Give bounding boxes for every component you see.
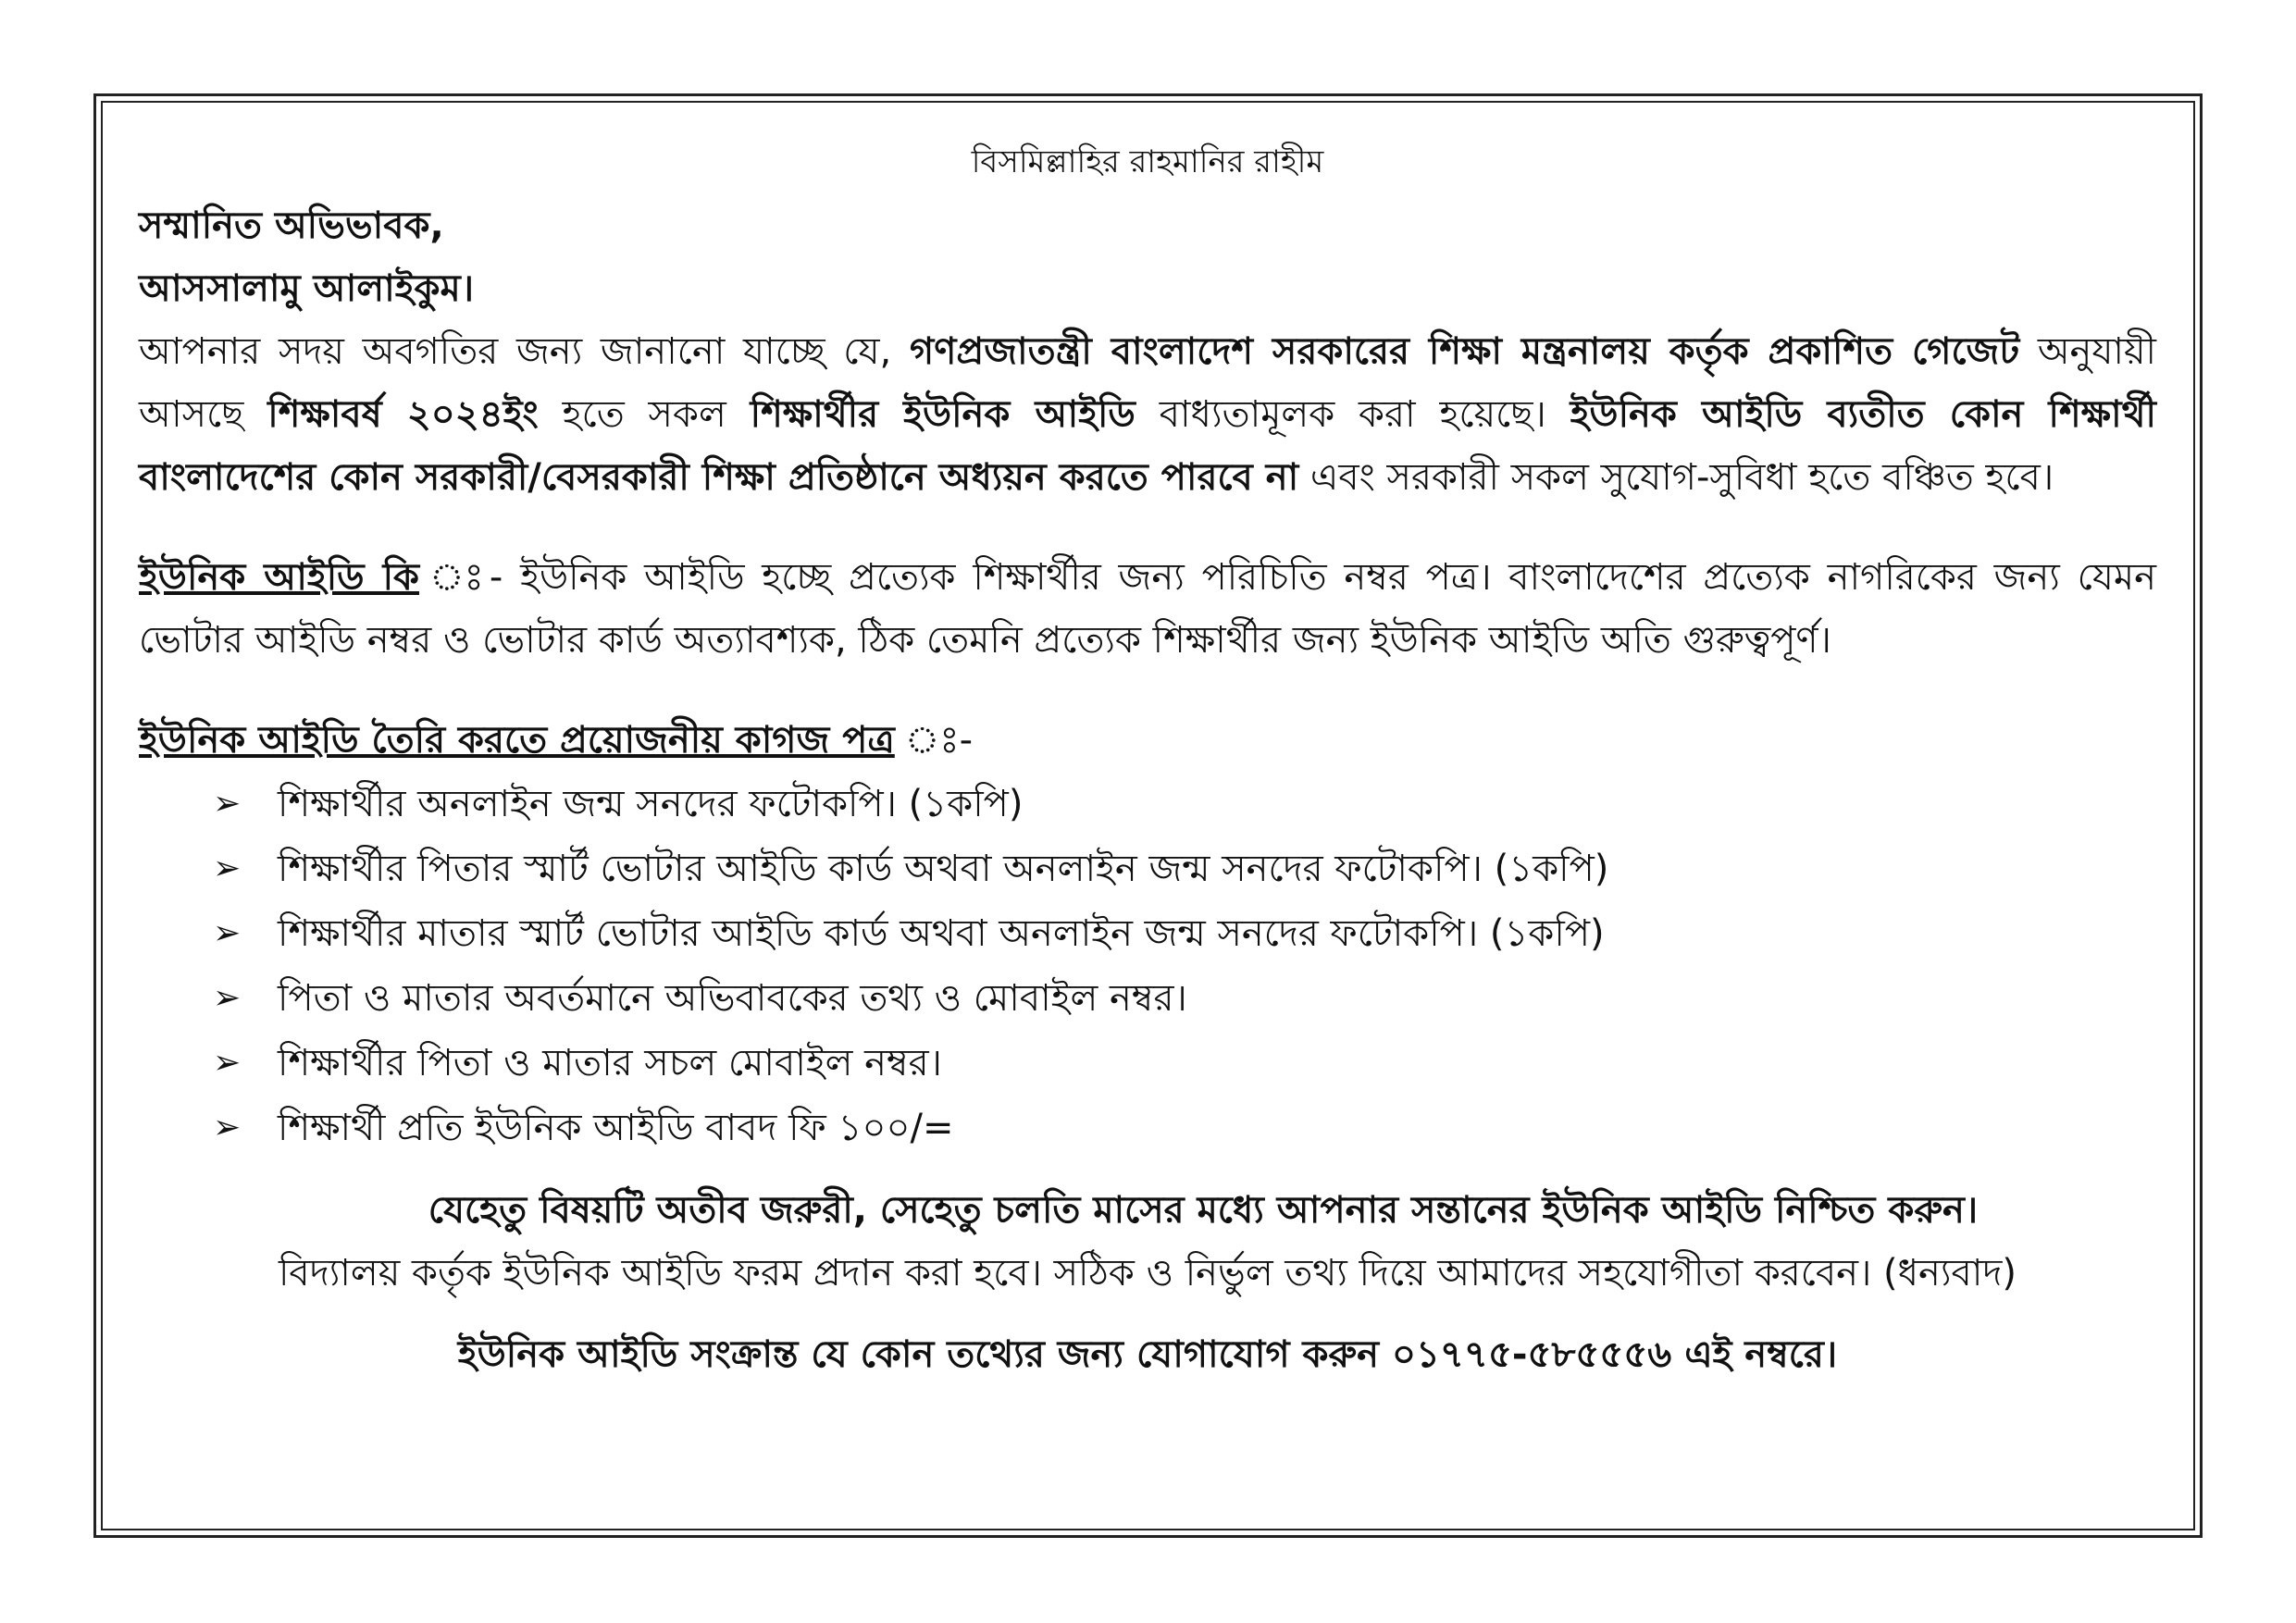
- intro-warning: ইউনিক আইডি ব্যতীত কোন শিক্ষার্থী বাংলাদেশের কোন সরকারী/বেসরকারী শিক্ষা প্রতিষ্ঠানে অধ্যয়ন করতে পারবে না: [139, 393, 2156, 499]
- requirements-heading: ইউনিক আইডি তৈরি করতে প্রয়োজনীয় কাগজ পত্র: [139, 719, 895, 762]
- arrow-bullet-icon: ➢: [213, 785, 242, 823]
- list-item: [213, 1096, 2156, 1160]
- list-item: [213, 1031, 2156, 1096]
- what-is-paragraph: [139, 546, 2156, 672]
- list-item: [213, 901, 2156, 966]
- spacer: [139, 672, 2156, 709]
- intro-text-5: এবং সরকারী সকল সুযোগ-সুবিধা হতে বঞ্চিত হবে।: [1298, 456, 2054, 499]
- arrow-bullet-icon: ➢: [213, 849, 242, 887]
- salutation: সম্মানিত অভিভাবক,: [139, 204, 444, 247]
- list-item: [213, 772, 2156, 836]
- intro-text-1: আপনার সদয় অবগতির জন্য জানানো যাচ্ছে যে,: [139, 330, 910, 373]
- list-item-text: শিক্ষার্থী প্রতি ইউনিক আইডি বাবদ ফি ১০০/=: [278, 1107, 954, 1149]
- urgent-notice: যেহেতু বিষয়টি অতীব জরুরী, সেহেতু চলতি মাসের মধ্যে আপনার সন্তানের ইউনিক আইডি নিশ্চিত করুন।: [428, 1189, 1979, 1232]
- spacer: [139, 1160, 2156, 1179]
- intro-gazette: গণপ্রজাতন্ত্রী বাংলাদেশ সরকারের শিক্ষা মন্ত্রনালয় কর্তৃক প্রকাশিত গেজেট: [909, 330, 2020, 373]
- list-item: [213, 836, 2156, 901]
- greeting: আসসালামু আলাইকুম।: [139, 267, 475, 310]
- list-item-text: শিক্ষার্থীর পিতা ও মাতার সচল মোবাইল নম্বর।: [278, 1042, 942, 1084]
- what-is-text: ইউনিক আইডি হচ্ছে প্রত্যেক শিক্ষার্থীর জন্য পরিচিতি নম্বর পত্র। বাংলাদেশের প্রত্যেক নাগরিকের জন্য যেমন ভোটার আইডি নম্বর ও ভোটার কার্ড অত্যাবশ্যক, ঠিক তেমনি প্রত্যেক শিক্ষার্থীর জন্য ইউনিক আইডি অতি গুরুত্বপূর্ণ।: [139, 556, 2156, 662]
- arrow-bullet-icon: ➢: [213, 1044, 242, 1082]
- spacer: [139, 1305, 2156, 1323]
- list-item-text: শিক্ষার্থীর মাতার স্মার্ট ভোটার আইডি কার্ড অথবা অনলাইন জন্ম সনদের ফটোকপি। (১কপি): [278, 912, 1605, 955]
- intro-text-4: বাধ্যতামূলক করা হয়েছে।: [1135, 393, 1570, 436]
- intro-text-2: অনুযায়ী আসছে: [139, 330, 2156, 436]
- requirements-title: [139, 709, 2156, 772]
- bismillah-heading: বিসমিল্লাহির রাহমানির রাহীম: [971, 143, 1324, 180]
- spacer: [139, 509, 2156, 546]
- school-note: বিদ্যালয় কর্তৃক ইউনিক আইডি ফরম প্রদান করা হবে। সঠিক ও নির্ভুল তথ্য দিয়ে আমাদের সহযোগীতা করবেন। (ধন্যবাদ): [278, 1252, 2017, 1295]
- intro-unique-id: শিক্ষার্থীর ইউনিক আইডি: [750, 393, 1136, 436]
- intro-paragraph: [139, 320, 2156, 509]
- list-item-text: শিক্ষার্থীর পিতার স্মার্ট ভোটার আইডি কার্ড অথবা অনলাইন জন্ম সনদের ফটোকপি। (১কপি): [278, 848, 1609, 890]
- requirements-list: [139, 772, 2156, 1160]
- intro-text-3: হতে সকল: [538, 393, 751, 436]
- requirements-separator: ঃ-: [894, 719, 974, 762]
- list-item-text: পিতা ও মাতার অবর্তমানে অভিবাবকের তথ্য ও মোবাইল নম্বর।: [278, 977, 1187, 1020]
- arrow-bullet-icon: ➢: [213, 1109, 242, 1146]
- arrow-bullet-icon: ➢: [213, 979, 242, 1017]
- what-is-heading: ইউনিক আইডি কি: [139, 556, 420, 599]
- list-item-text: শিক্ষার্থীর অনলাইন জন্ম সনদের ফটোকপি। (১কপি): [278, 783, 1024, 825]
- intro-academic-year: শিক্ষাবর্ষ ২০২৪ইং: [267, 393, 539, 436]
- notice-body: [139, 130, 2156, 1386]
- arrow-bullet-icon: ➢: [213, 914, 242, 952]
- list-item: [213, 966, 2156, 1031]
- contact-line: ইউনিক আইডি সংক্রান্ত যে কোন তথ্যের জন্য যোগাযোগ করুন ০১৭৭৫-৫৮৫৫৫৬ এই নম্বরে।: [457, 1333, 1838, 1376]
- what-is-separator: ঃ-: [419, 556, 521, 599]
